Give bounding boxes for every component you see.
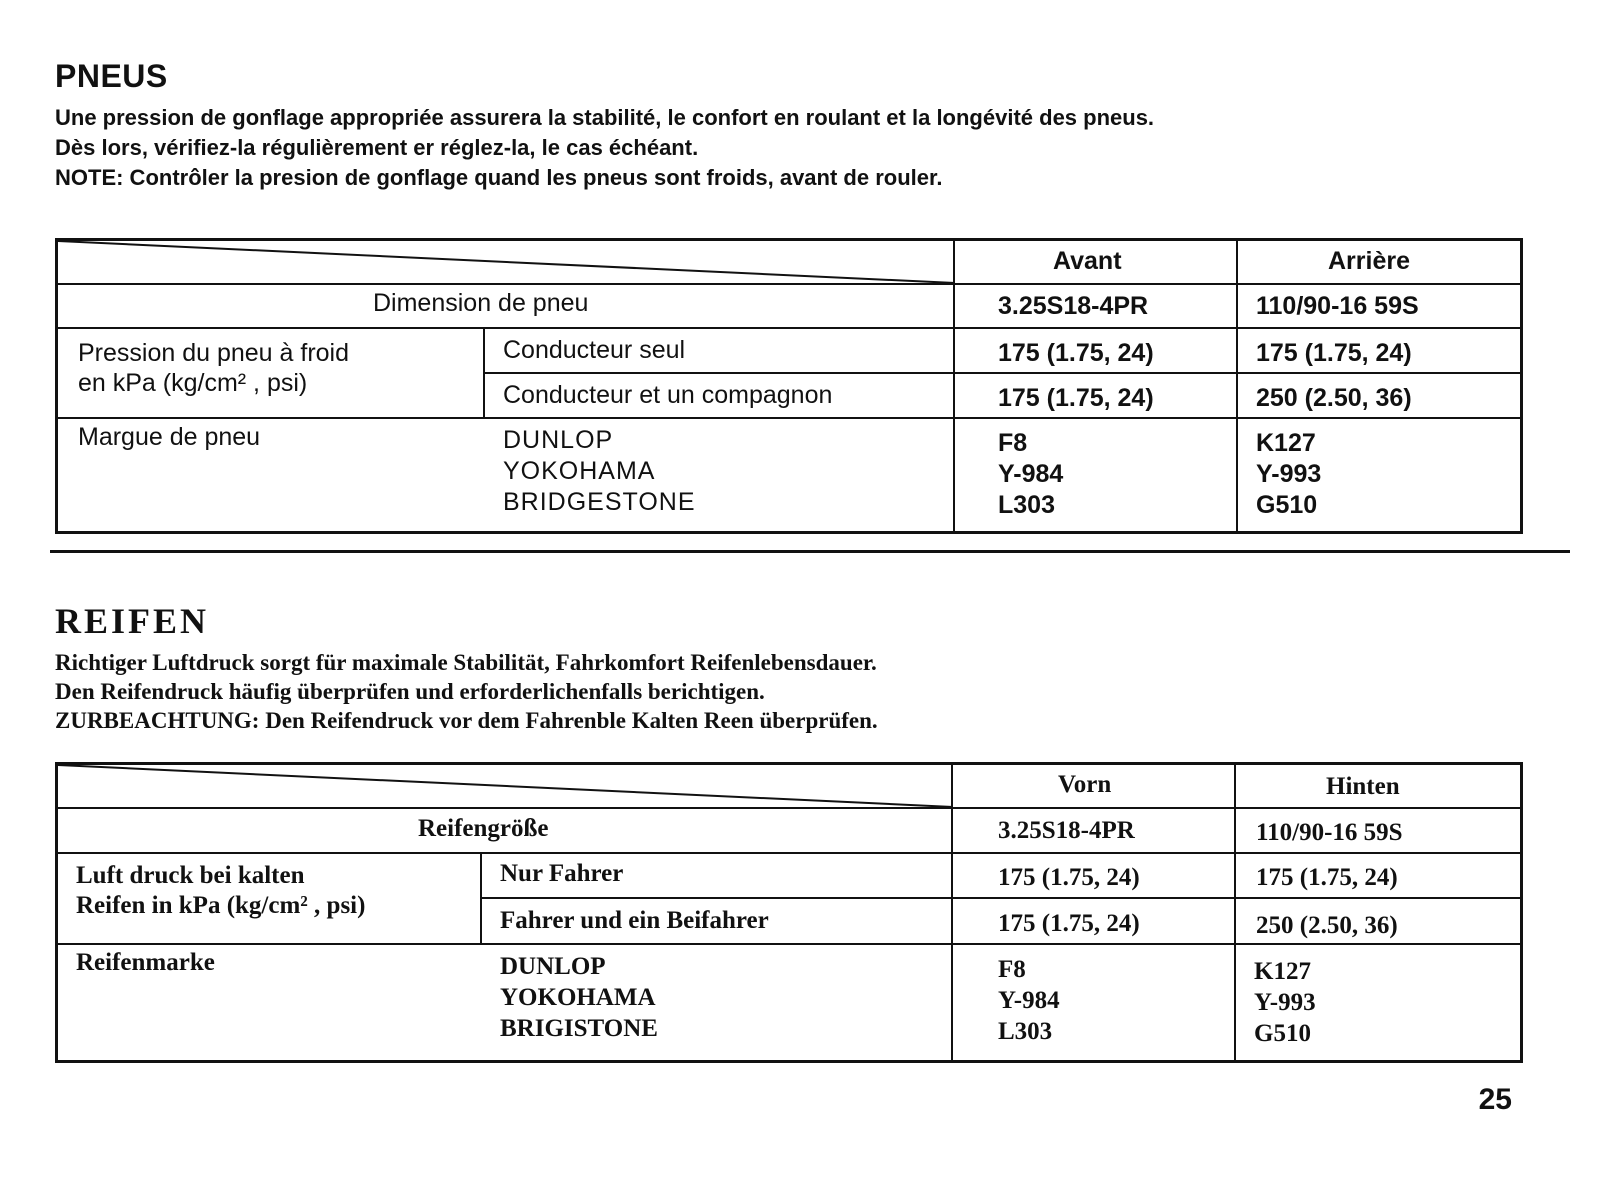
list-item: F8 bbox=[998, 429, 1028, 457]
driver-passenger-front: 175 (1.75, 24) bbox=[998, 384, 1154, 412]
list-item: Y-984 bbox=[998, 987, 1060, 1014]
tire-table bbox=[55, 238, 1523, 534]
driver-only-front: 175 (1.75, 24) bbox=[998, 864, 1140, 891]
list-item: K127 bbox=[1254, 958, 1311, 985]
section-divider bbox=[50, 550, 1570, 553]
size-rear: 110/90-16 59S bbox=[1256, 819, 1403, 846]
list-item: Y-993 bbox=[1254, 989, 1316, 1016]
section-reifen bbox=[55, 600, 1565, 1047]
brand-list bbox=[500, 951, 658, 1044]
list-item: Y-993 bbox=[1256, 460, 1322, 488]
list-item: DUNLOP bbox=[500, 953, 606, 980]
driver-passenger-front: 175 (1.75, 24) bbox=[998, 910, 1140, 937]
driver-only-front: 175 (1.75, 24) bbox=[998, 339, 1154, 367]
col-rear-header: Arrière bbox=[1328, 247, 1410, 275]
front-models bbox=[998, 428, 1063, 521]
section-title: REIFEN bbox=[55, 601, 210, 641]
brand-label: Reifenmarke bbox=[76, 949, 215, 976]
list-item: F8 bbox=[998, 956, 1026, 983]
front-models bbox=[998, 954, 1060, 1047]
driver-only-rear: 175 (1.75, 24) bbox=[1256, 864, 1398, 891]
col-front-header: Vorn bbox=[1058, 771, 1112, 798]
intro-line-2: Dès lors, vérifiez-la régulièrement er réglez-la, le cas échéant. bbox=[55, 135, 699, 160]
section-pneus bbox=[55, 58, 1565, 519]
size-front: 3.25S18-4PR bbox=[998, 817, 1135, 844]
list-item: K127 bbox=[1256, 429, 1316, 457]
section-title: PNEUS bbox=[55, 58, 168, 94]
brand-list bbox=[503, 425, 696, 518]
driver-passenger-rear: 250 (2.50, 36) bbox=[1256, 912, 1398, 939]
list-item: YOKOHAMA bbox=[500, 984, 656, 1011]
intro-line-1: Richtiger Luftdruck sorgt für maximale Stabilität, Fahrkomfort Reifenlebensdauer. bbox=[55, 650, 877, 675]
driver-passenger-rear: 250 (2.50, 36) bbox=[1256, 384, 1412, 412]
list-item: Y-984 bbox=[998, 460, 1064, 488]
size-label: Reifengröße bbox=[418, 815, 549, 842]
brand-label: Margue de pneu bbox=[78, 423, 261, 451]
tire-table bbox=[55, 762, 1523, 1063]
list-item: L303 bbox=[998, 491, 1055, 519]
rear-models bbox=[1254, 956, 1316, 1049]
driver-only-label: Nur Fahrer bbox=[500, 860, 624, 887]
size-rear: 110/90-16 59S bbox=[1256, 292, 1419, 320]
list-item: G510 bbox=[1256, 491, 1318, 519]
page-number: 25 bbox=[1478, 1083, 1512, 1116]
intro-line-2: Den Reifendruck häufig überprüfen und erforderlichenfalls berichtigen. bbox=[55, 679, 765, 704]
col-rear-header: Hinten bbox=[1326, 773, 1400, 800]
size-label: Dimension de pneu bbox=[373, 289, 589, 317]
intro-line-1: Une pression de gonflage appropriée assurera la stabilité, le confort en roulant et la longévité des pneus. bbox=[55, 105, 1155, 130]
note-line: NOTE: Contrôler la presion de gonflage quand les pneus sont froids, avant de rouler. bbox=[55, 165, 943, 190]
list-item: YOKOHAMA bbox=[503, 457, 656, 485]
col-front-header: Avant bbox=[1053, 247, 1122, 275]
size-front: 3.25S18-4PR bbox=[998, 292, 1149, 320]
list-item: DUNLOP bbox=[503, 426, 614, 454]
pressure-label: Luft druck bei kalten Reifen in kPa (kg/cm² , psi) bbox=[76, 862, 366, 919]
header-diagonal bbox=[58, 765, 953, 807]
driver-passenger-label: Conducteur et un compagnon bbox=[503, 381, 833, 409]
header-diagonal bbox=[58, 241, 955, 283]
list-item: L303 bbox=[998, 1018, 1053, 1045]
note-line: ZURBEACHTUNG: Den Reifendruck vor dem Fahrenble Kalten Reen überprüfen. bbox=[55, 708, 878, 733]
list-item: G510 bbox=[1254, 1020, 1311, 1047]
driver-passenger-label: Fahrer und ein Beifahrer bbox=[500, 907, 769, 934]
driver-only-label: Conducteur seul bbox=[503, 336, 686, 364]
pressure-label: Pression du pneu à froid en kPa (kg/cm² , psi) bbox=[78, 339, 350, 397]
rear-models bbox=[1256, 428, 1321, 521]
list-item: BRIGISTONE bbox=[500, 1015, 658, 1042]
driver-only-rear: 175 (1.75, 24) bbox=[1256, 339, 1412, 367]
list-item: BRIDGESTONE bbox=[503, 488, 696, 516]
